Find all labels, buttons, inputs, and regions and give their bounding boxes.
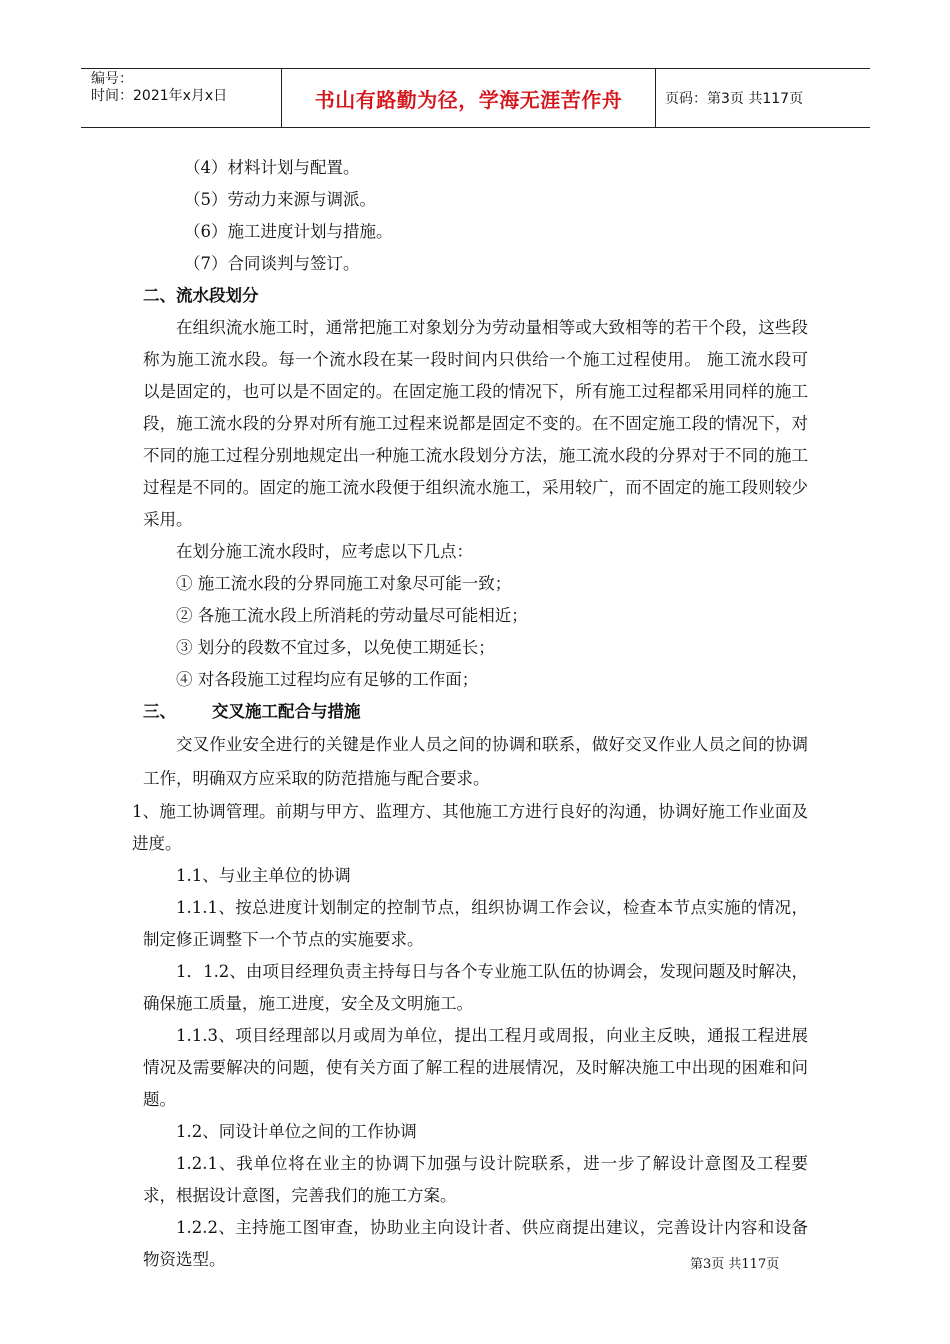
- header-table: [81, 68, 870, 128]
- paragraph-1-2-2: 1.2.2、主持施工图审查，协助业主向设计者、供应商提出建议，完善设计内容和设备物资选型。: [143, 1218, 808, 1269]
- list-item: （6）施工进度计划与措施。: [184, 222, 393, 241]
- paragraph-coordination: 1、施工协调管理。前期与甲方、监理方、其他施工方进行良好的沟通，协调好施工作业面及进度。: [132, 802, 808, 853]
- section-heading-2: 二、流水段划分: [143, 286, 259, 305]
- paragraph-flow-section: 在组织流水施工时，通常把施工对象划分为劳动量相等或大致相等的若干个段，这些段称为施工流水段。每一个流水段在某一段时间内只供给一个施工过程使用。 施工流水段可以是固定的，也可以是不固定的。在固定施工段的情况下，所有施工过程都采用同样的施工段，施工流水段的分界对所有施工过程来说都是固定不变的。在不固定施工段的情况下，对不同的施工过程分别地规定出一种施工流水段划分方法，施工流水段的分界对于不同的施工过程是不同的。固定的施工流水段便于组织流水施工，采用较广，而不固定的施工段则较少采用。: [143, 318, 808, 529]
- point-item: ② 各施工流水段上所消耗的劳动量尽可能相近；: [176, 606, 528, 625]
- paragraph-1-1-2: 1．1.2、由项目经理负责主持每日与各个专业施工队伍的协调会，发现问题及时解决，确保施工质量，施工进度，安全及文明施工。: [143, 962, 808, 1013]
- header-meta: [91, 71, 227, 105]
- list-item: （7）合同谈判与签订。: [184, 254, 360, 273]
- section-heading-3-number: 三、: [143, 702, 176, 721]
- section-heading-3-text: 交叉施工配合与措施: [212, 702, 361, 721]
- point-item: ③ 划分的段数不宜过多，以免使工期延长；: [176, 638, 495, 657]
- point-item: ① 施工流水段的分界同施工对象尽可能一致；: [176, 574, 512, 593]
- header-motto: 书山有路勤为径，学海无涯苦作舟: [314, 87, 623, 112]
- document-body: [132, 152, 808, 1276]
- header-number-label: 编号：: [91, 71, 133, 87]
- paragraph-1-1-1: 1.1.1、按总进度计划制定的控制节点，组织协调工作会议，检查本节点实施的情况，制定修正调整下一个节点的实施要求。: [143, 898, 808, 949]
- paragraph-1-1-3: 1.1.3、项目经理部以月或周为单位，提出工程月或周报，向业主反映，通报工程进展情况及需要解决的问题，使有关方面了解工程的进展情况，及时解决施工中出现的困难和问题。: [143, 1026, 808, 1109]
- section-heading-3: [143, 696, 808, 728]
- header-page-number: 页码：第3页 共117页: [665, 91, 804, 107]
- list-item: （4）材料计划与配置。: [184, 158, 360, 177]
- subheading-1-2: 1.2、同设计单位之间的工作协调: [176, 1122, 417, 1141]
- subheading-1-1: 1.1、与业主单位的协调: [176, 866, 351, 885]
- list-item: （5）劳动力来源与调派。: [184, 190, 376, 209]
- header-time-label: 时间：2021年x月x日: [91, 88, 228, 104]
- footer-page-number: 第3页 共117页: [690, 1257, 780, 1272]
- paragraph-cross-work: 交叉作业安全进行的关键是作业人员之间的协调和联系，做好交叉作业人员之间的协调工作，明确双方应采取的防范措施与配合要求。: [143, 735, 808, 788]
- paragraph-1-2-1: 1.2.1、我单位将在业主的协调下加强与设计院联系，进一步了解设计意图及工程要求，根据设计意图，完善我们的施工方案。: [143, 1154, 808, 1205]
- point-item: ④ 对各段施工过程均应有足够的工作面；: [176, 670, 479, 689]
- paragraph-considerations: 在划分施工流水段时，应考虑以下几点：: [176, 542, 473, 561]
- header-divider-2: [655, 69, 656, 127]
